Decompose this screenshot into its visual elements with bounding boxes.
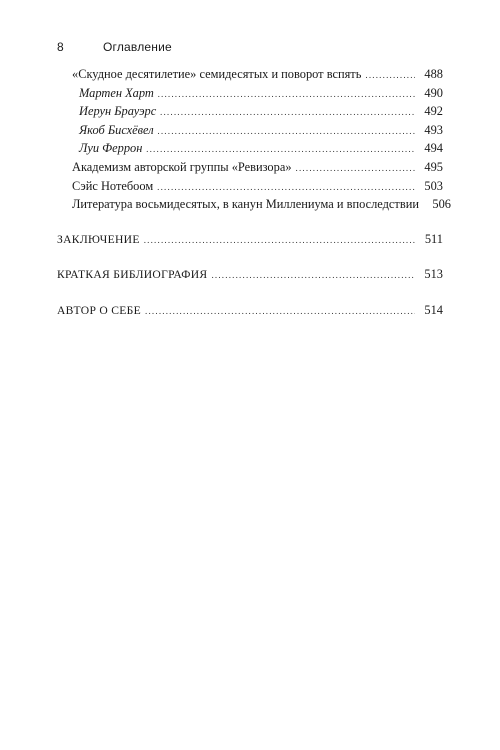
toc-entry-title: АВТОР О СЕБЕ <box>57 303 142 317</box>
toc-entry <box>57 158 443 177</box>
toc-entry <box>57 139 443 158</box>
toc-entry-page: 511 <box>424 231 443 246</box>
dot-leader <box>145 302 415 321</box>
toc-entry-title: Луи Феррон <box>79 141 143 156</box>
toc-entry <box>57 84 443 103</box>
dot-leader <box>158 85 415 104</box>
toc-entry-title: Литература восьмидесятых, в канун Миллениума и впоследствии <box>72 197 419 212</box>
toc-entry-page: 494 <box>424 141 443 156</box>
toc-entry-title: Иерун Брауэрс <box>79 104 157 119</box>
dot-leader <box>158 122 415 141</box>
toc-chapter-entry <box>57 230 443 249</box>
toc-entry-title: ЗАКЛЮЧЕНИЕ <box>57 232 140 246</box>
toc-entry-page: 503 <box>424 178 443 193</box>
toc-entry-title: КРАТКАЯ БИБЛИОГРАФИЯ <box>57 268 208 282</box>
toc-chapter-entry <box>57 301 443 320</box>
dot-leader <box>160 103 415 122</box>
dot-leader <box>365 66 415 85</box>
toc-entry-title: Якоб Бисхёвел <box>79 122 154 137</box>
toc-entry-page: 488 <box>424 67 443 81</box>
toc-entry <box>57 65 443 84</box>
toc-entry-page: 514 <box>424 302 443 317</box>
toc-entry <box>57 177 443 196</box>
page-number: 8 <box>57 40 64 54</box>
dot-leader <box>211 266 415 285</box>
toc-entry-title: «Скудное десятилетие» семидесятых и поворот вспять <box>72 67 362 81</box>
toc-chapter-entry <box>57 265 443 284</box>
toc-entry-page: 495 <box>424 159 443 174</box>
toc-entry-page: 492 <box>424 104 443 119</box>
running-header <box>57 40 172 54</box>
toc-entry-page: 493 <box>424 122 443 137</box>
toc-entry-title: Академизм авторской группы «Ревизора» <box>72 159 292 174</box>
toc-entry-title: Сэйс Нотебоом <box>72 178 154 193</box>
toc-entry-title: Мартен Харт <box>79 85 154 100</box>
toc-entry-page: 506 <box>432 197 451 212</box>
toc-entry-page: 513 <box>424 267 443 282</box>
table-of-contents <box>57 65 451 320</box>
dot-leader <box>296 159 415 178</box>
toc-entry <box>57 195 451 214</box>
toc-entry-page: 490 <box>424 85 443 100</box>
dot-leader <box>146 140 415 159</box>
toc-entry <box>57 102 443 121</box>
running-title: Оглавление <box>103 40 172 54</box>
dot-leader <box>144 231 415 250</box>
dot-leader <box>157 178 415 197</box>
toc-entry <box>57 121 443 140</box>
